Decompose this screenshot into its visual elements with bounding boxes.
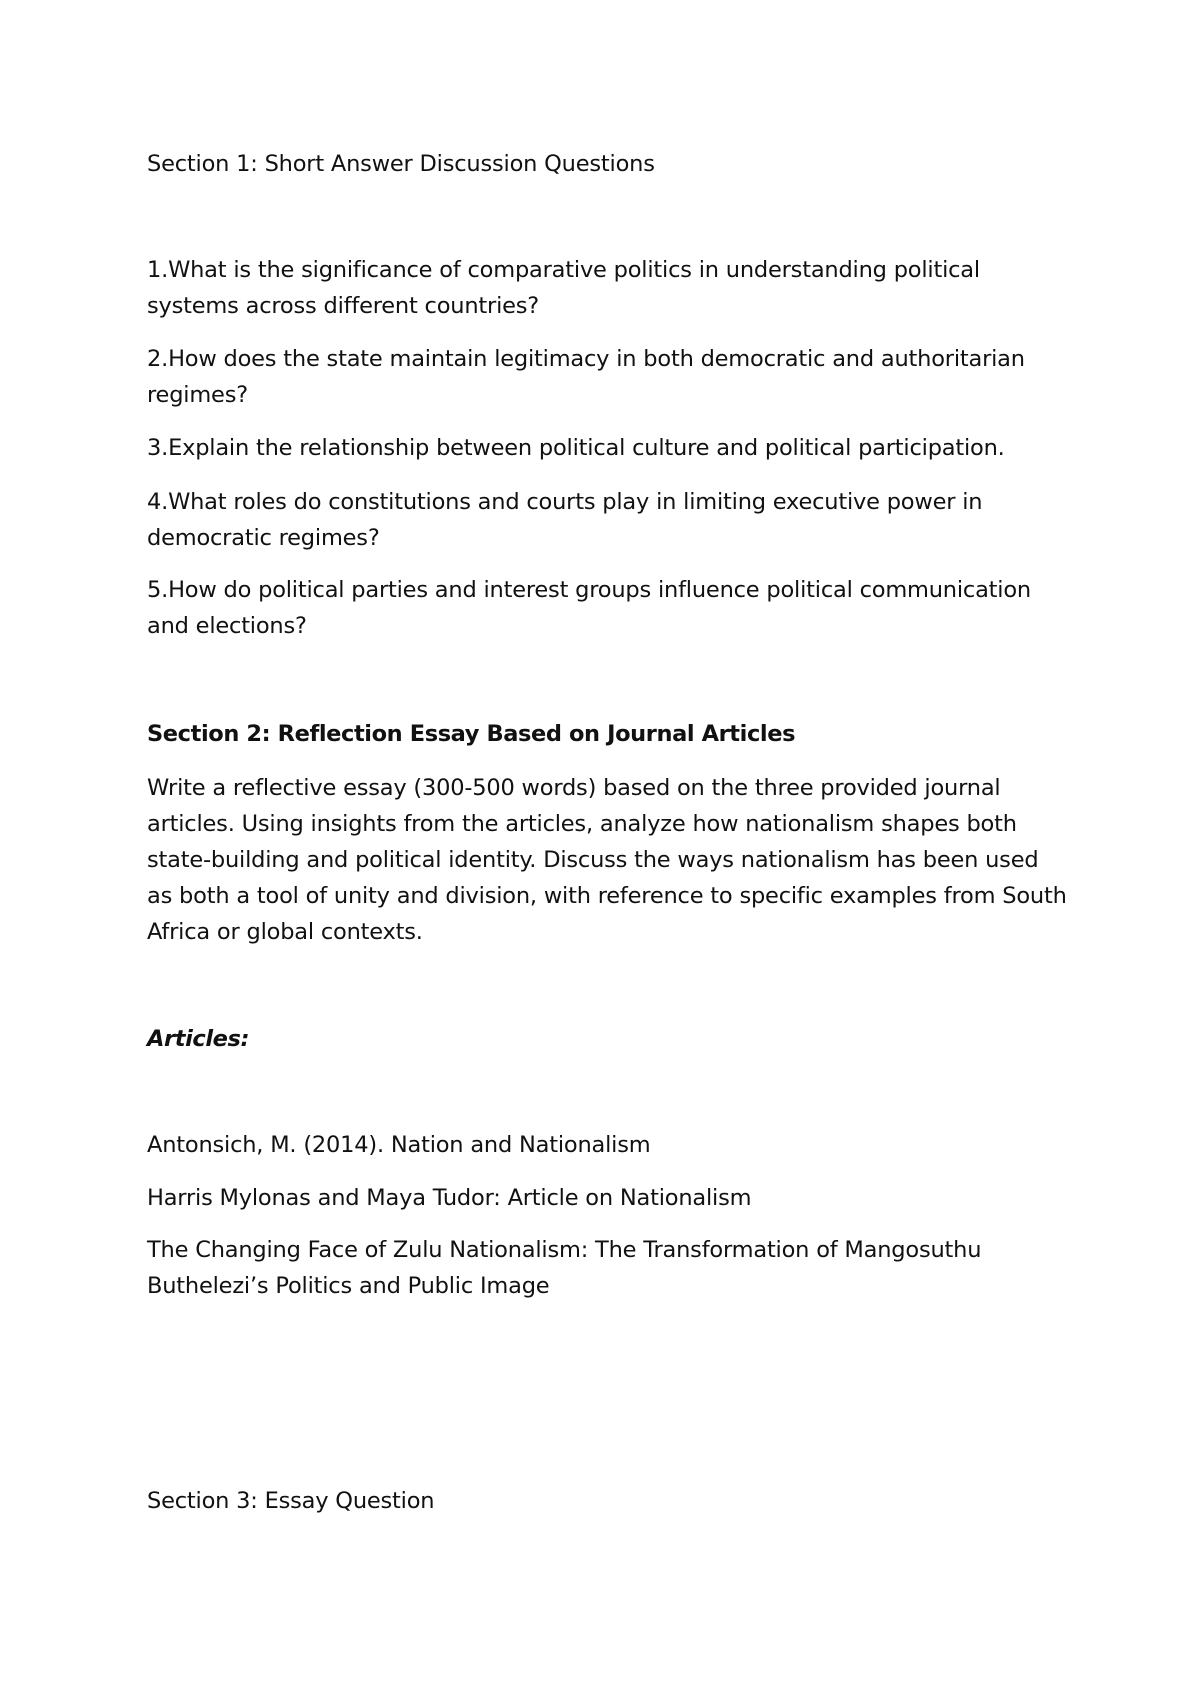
section3-title: Section 3: Essay Question	[147, 1488, 435, 1514]
question-5: 5.How do political parties and interest groups influence political communication and elections?	[147, 577, 1031, 639]
article-2: Harris Mylonas and Maya Tudor: Article on Nationalism	[147, 1185, 752, 1211]
article-1: Antonsich, M. (2014). Nation and Nationalism	[147, 1132, 651, 1158]
articles-heading: Articles:	[147, 1026, 250, 1052]
question-2: 2.How does the state maintain legitimacy in both democratic and authoritarian regimes?	[147, 346, 1025, 408]
article-3: The Changing Face of Zulu Nationalism: The Transformation of Mangosuthu Buthelezi’s Politics and Public Image	[147, 1237, 982, 1299]
question-1: 1.What is the significance of comparative politics in understanding political systems across different countries?	[147, 257, 980, 319]
question-3: 3.Explain the relationship between political culture and political participation.	[147, 435, 1005, 461]
section2-instructions: Write a reflective essay (300-500 words) based on the three provided journal articles. Using insights from the articles, analyze how nationalism shapes both state-building and political identity. Discuss the ways nationalism has been used as both a tool of unity and division, with reference to specific examples from South Africa or global contexts.	[147, 775, 1067, 945]
section1-title: Section 1: Short Answer Discussion Questions	[147, 151, 655, 177]
question-4: 4.What roles do constitutions and courts play in limiting executive power in democratic regimes?	[147, 489, 983, 551]
section2-title: Section 2: Reflection Essay Based on Journal Articles	[147, 721, 796, 747]
